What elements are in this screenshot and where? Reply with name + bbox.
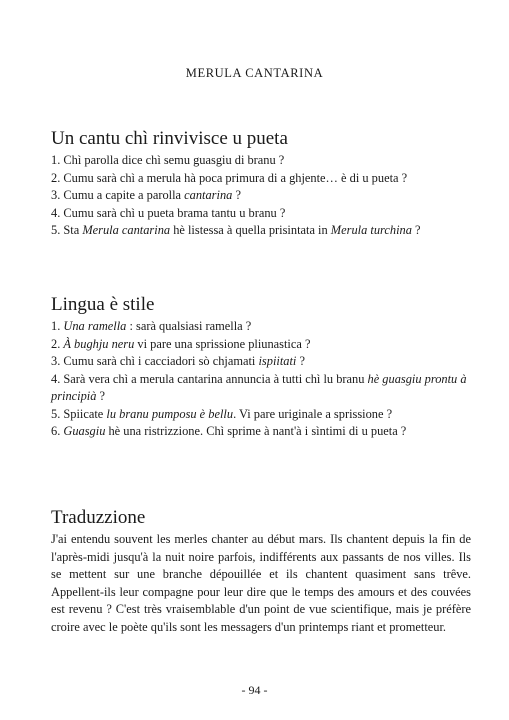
section-title: Lingua è stile bbox=[51, 294, 155, 315]
italic-phrase: lu branu pumposu è bellu bbox=[106, 406, 234, 421]
section-questions bbox=[51, 128, 471, 240]
question-item: 1. Una ramella : sarà qualsiasi ramella ? bbox=[51, 319, 252, 333]
question-item: 1. Chì parolla dice chì semu guasgiu di branu ? bbox=[51, 153, 285, 167]
question-item: 5. Spiicate lu branu pumposu è bellu. Vi pare uriginale a sprissione ? bbox=[51, 406, 393, 421]
page-number: - 94 - bbox=[241, 683, 268, 697]
question-item: 2. Cumu sarà chì a merula hà poca primura di a ghjente… è di u pueta ? bbox=[51, 170, 408, 185]
question-item: 4. Cumu sarà chì u pueta brama tantu u branu ? bbox=[51, 205, 286, 220]
question-item: 3. Cumu sarà chì i cacciadori sò chjamati ispiitati ? bbox=[51, 354, 305, 368]
italic-phrase: cantarina bbox=[184, 188, 233, 202]
italic-phrase: ispiitati bbox=[258, 354, 297, 368]
italic-phrase: Merula turchina bbox=[330, 223, 412, 237]
section-title: Traduzzione bbox=[51, 507, 146, 528]
section-language-style bbox=[51, 294, 471, 441]
italic-phrase: Una ramella bbox=[63, 319, 127, 333]
question-item: 5. Sta Merula cantarina hè listessa à quella prisintata in Merula turchina ? bbox=[51, 223, 421, 237]
section-title: Un cantu chì rinvivisce u pueta bbox=[51, 128, 288, 149]
section-translation bbox=[51, 507, 471, 637]
question-item: 3. Cumu a capite a parolla cantarina ? bbox=[51, 188, 241, 202]
italic-phrase: Guasgiu bbox=[63, 424, 106, 438]
running-head: MERULA CANTARINA bbox=[185, 66, 324, 80]
question-list bbox=[51, 318, 471, 441]
question-list bbox=[51, 152, 471, 240]
question-item: 4. Sarà vera chì a merula cantarina annuncia à tutti chì lu branu hè guasgiu prontu à principià ? bbox=[51, 371, 467, 403]
translation-text: J'ai entendu souvent les merles chanter au début mars. Ils chantent depuis la fin de l'après-midi jusqu'à la nuit noire parfois, indifférents aux passants de nos villes. Ils se mettent sur une branche dépouillée et ils chantent quasiment sans trêve. Appellent-ils leur compagne pour leur dire que le temps des amours et des couvées est revenu ? C'est très vraisemblable d'un point de vue scientifique, mais je préfère croire avec le poète qu'ils sont les messagers d'un printemps riant et prometteur. bbox=[51, 532, 471, 634]
italic-phrase: Merula cantarina bbox=[82, 223, 171, 237]
italic-phrase: hè guasgiu prontu à principià bbox=[51, 371, 467, 403]
question-item: 6. Guasgiu hè una ristrizzione. Chì sprime à nant'à i sìntimi di u pueta ? bbox=[51, 424, 407, 438]
question-item: 2. À bughju neru vi pare una sprissione pliunastica ? bbox=[51, 336, 311, 351]
italic-phrase: À bughju neru bbox=[63, 336, 135, 351]
